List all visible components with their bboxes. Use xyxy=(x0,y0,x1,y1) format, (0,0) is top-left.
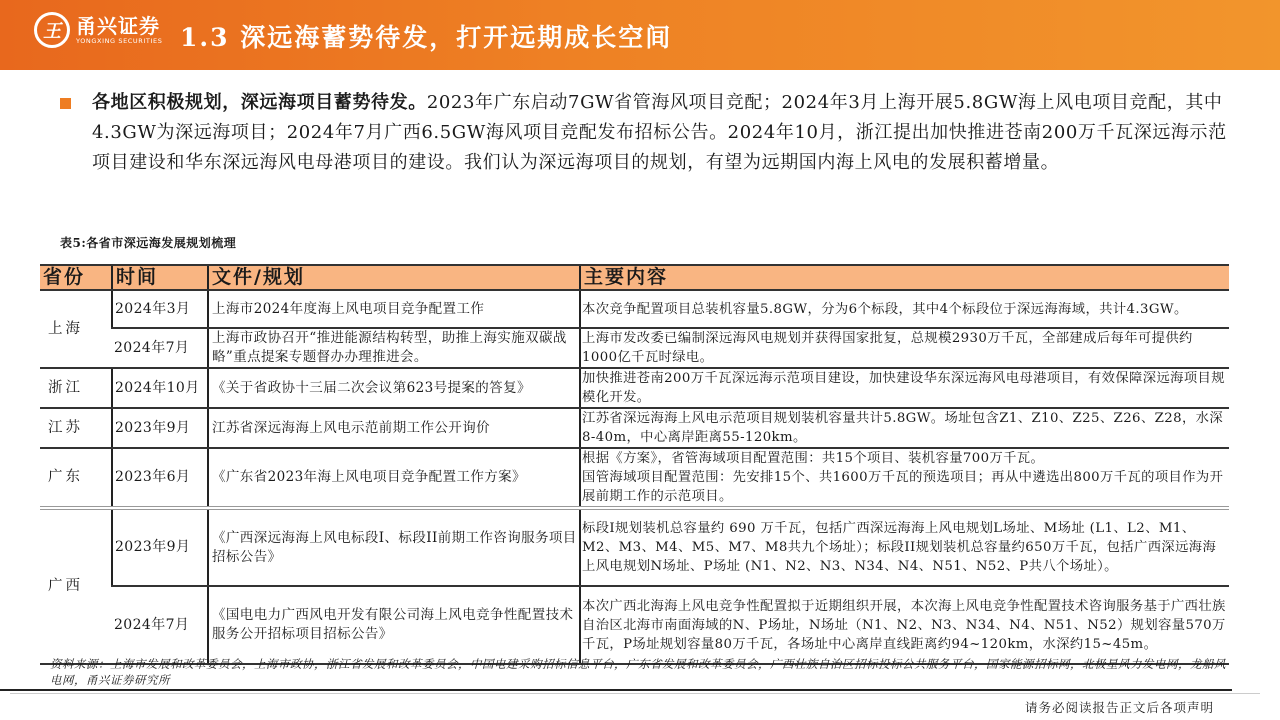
cell-province: 浙江 xyxy=(40,368,112,408)
table-source-note: 资料来源：上海市发展和改革委员会，上海市政协，浙江省发展和改革委员会，中国电建采购招标信息平台，广东省发展和改革委员会，广西壮族自治区招标投标公共服务平台，国家能源招标网，北极星风力发电网，龙船风电网，甬兴证券研究所 xyxy=(50,657,1226,687)
table-row xyxy=(40,448,1229,508)
header-bar xyxy=(0,0,1280,70)
table-row xyxy=(40,586,1229,664)
col-header-province: 省份 xyxy=(40,265,112,290)
cell-content-line: 国管海域项目配置范围：先安排15个、共1600万千瓦的预选项目；再从中遴选出800万千瓦的项目作为开展前期工作的示范项目。 xyxy=(582,470,1224,504)
summary-paragraph xyxy=(60,88,1240,178)
logo-name-cn: 甬兴证券 xyxy=(76,13,160,38)
col-header-date: 时间 xyxy=(112,265,208,290)
page-title: 1.3 深远海蓄势待发，打开远期成长空间 xyxy=(180,23,673,52)
logo-text xyxy=(76,15,162,46)
table-row xyxy=(40,328,1229,368)
logo-name-en: YONGXING SECURITIES xyxy=(76,36,163,45)
summary-body: 2023年广东启动7GW省管海风项目竞配；2024年3月上海开展5.8GW海上风电项目竞配，其中4.3GW为深远海项目；2024年7月广西6.5GW海风项目竞配发布招标公告。2024年10月，浙江提出加快推进苍南200万千瓦深远海示范项目建设和华东深远海风电母港项目的建设。我们认为深远海项目的规划，有望为远期国内海上风电的发展积蓄增量。 xyxy=(92,92,1227,173)
cell-province: 江苏 xyxy=(40,408,112,448)
cell-content: 江苏省深远海海上风电示范项目规划装机容量共计5.8GW。场址包含Z1、Z10、Z25、Z26、Z28，水深8-40m，中心离岸距离55-120km。 xyxy=(580,408,1229,448)
cell-date: 2024年7月 xyxy=(112,586,208,664)
cell-content-line: 根据《方案》，省管海域项目配置范围：共15个项目、装机容量700万千瓦。 xyxy=(582,451,1045,466)
cell-date: 2024年3月 xyxy=(112,290,208,328)
cell-date: 2023年6月 xyxy=(112,448,208,508)
cell-content: 标段I规划装机总容量约 690 万千瓦，包括广西深远海海上风电规划L场址、M场址 (L1、L2、M1、M2、M3、M4、M5、M7、M8共九个场址）；标段II规划装机总容量约650万千瓦，包括广西深远海海上风电规划N场址、P场址 (N1、N2、N3、N34、N4、N51、N52、P共八个场址）。 xyxy=(580,508,1229,586)
cell-province: 广东 xyxy=(40,448,112,508)
cell-content xyxy=(580,448,1229,508)
cell-content: 本次竞争配置项目总装机容量5.8GW，分为6个标段，其中4个标段位于深远海海域，共计4.3GW。 xyxy=(580,290,1229,328)
summary-text xyxy=(92,88,1240,178)
col-header-content: 主要内容 xyxy=(580,265,1229,290)
col-header-document: 文件/规划 xyxy=(208,265,580,290)
table-row xyxy=(40,368,1229,408)
cell-content: 本次广西北海海上风电竞争性配置拟于近期组织开展，本次海上风电竞争性配置技术咨询服务基于广西壮族自治区北海市南面海域的N、P场址，N场址（N1、N2、N3、N34、N4、N51、N52）规划容量570万千瓦，P场址规划容量80万千瓦，各场址中心离岸直线距离约94~120km，水深约15~45m。 xyxy=(580,586,1229,664)
table-row xyxy=(40,290,1229,328)
table-row xyxy=(40,408,1229,448)
table-row xyxy=(40,508,1229,586)
planning-table xyxy=(40,264,1229,665)
cell-date: 2023年9月 xyxy=(112,408,208,448)
cell-document: 《广东省2023年海上风电项目竞争配置工作方案》 xyxy=(208,448,580,508)
company-logo xyxy=(34,12,162,48)
source-divider xyxy=(0,689,1232,691)
cell-province: 上海 xyxy=(40,290,112,368)
summary-lead: 各地区积极规划，深远海项目蓄势待发。 xyxy=(92,92,427,113)
footer-divider xyxy=(10,693,1260,694)
cell-date: 2024年7月 xyxy=(112,328,208,368)
cell-province: 广西 xyxy=(40,508,112,664)
cell-date: 2024年10月 xyxy=(112,368,208,408)
cell-document: 《关于省政协十三届二次会议第623号提案的答复》 xyxy=(208,368,580,408)
cell-content: 加快推进苍南200万千瓦深远海示范项目建设，加快建设华东深远海风电母港项目，有效保障深远海项目规模化开发。 xyxy=(580,368,1229,408)
table-caption: 表5:各省市深远海发展规划梳理 xyxy=(60,236,237,250)
cell-date: 2023年9月 xyxy=(112,508,208,586)
footer-disclaimer: 请务必阅读报告正文后各项声明 xyxy=(1024,700,1214,715)
cell-document: 上海市2024年度海上风电项目竞争配置工作 xyxy=(208,290,580,328)
cell-document: 《国电电力广西风电开发有限公司海上风电竞争性配置技术服务公开招标项目招标公告》 xyxy=(208,586,580,664)
bullet-square-icon xyxy=(60,98,71,109)
table-header-row xyxy=(40,265,1229,290)
cell-document: 江苏省深远海海上风电示范前期工作公开询价 xyxy=(208,408,580,448)
cell-document: 《广西深远海海上风电标段I、标段II前期工作咨询服务项目招标公告》 xyxy=(208,508,580,586)
cell-content: 上海市发改委已编制深远海风电规划并获得国家批复，总规模2930万千瓦，全部建成后每年可提供约1000亿千瓦时绿电。 xyxy=(580,328,1229,368)
cell-document: 上海市政协召开“推进能源结构转型，助推上海实施双碳战略”重点提案专题督办办理推进会。 xyxy=(208,328,580,368)
logo-emblem-icon: 王 xyxy=(34,12,70,48)
